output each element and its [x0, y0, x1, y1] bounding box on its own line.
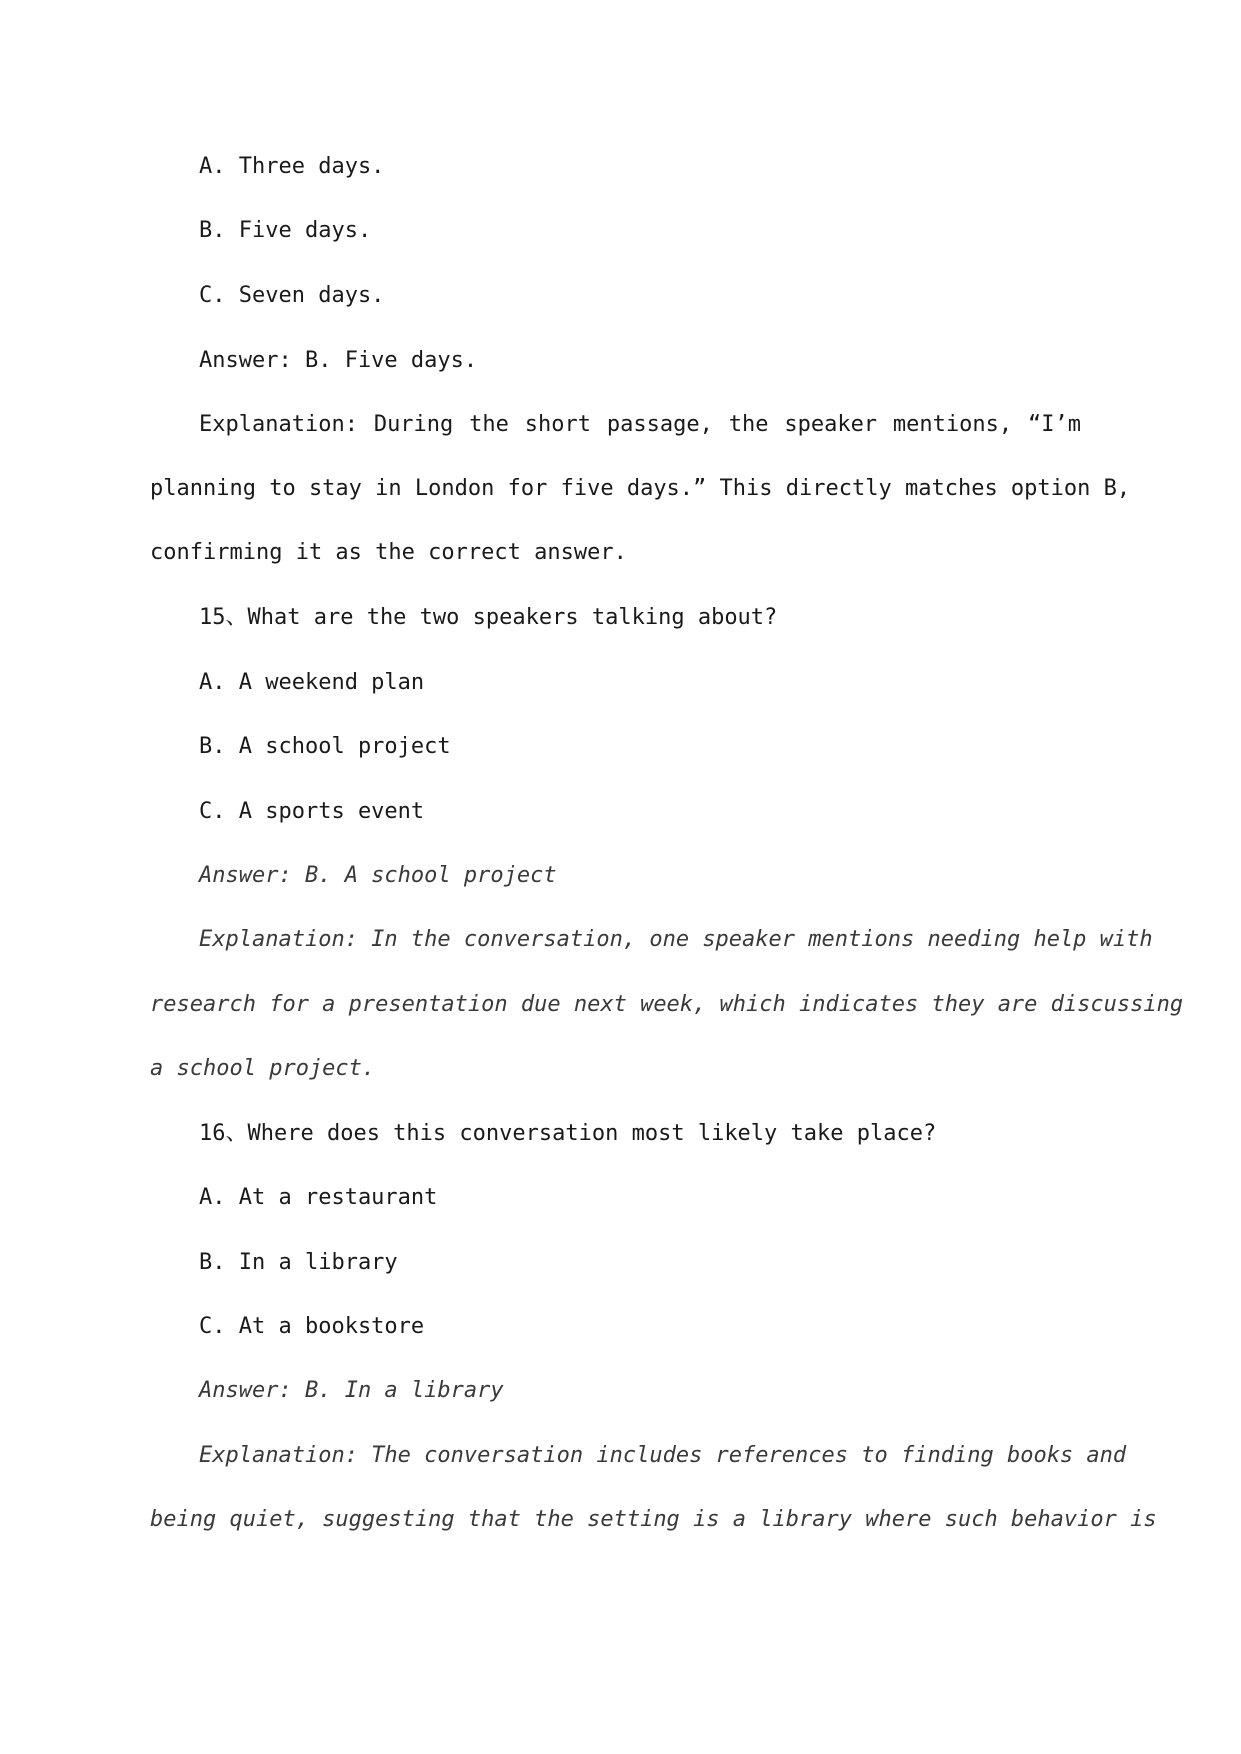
q15-explanation-line-2: research for a presentation due next week, which indicates they are discussing — [150, 992, 1184, 1017]
q16-option-b: B. In a library — [199, 1250, 398, 1275]
q15-explanation-line-3: a school project. — [150, 1056, 376, 1081]
q15-option-b: B. A school project — [199, 734, 451, 759]
q14-option-a: A. Three days. — [199, 154, 385, 179]
q15-option-c: C. A sports event — [199, 799, 425, 824]
q14-explanation-line-1: Explanation: During the short passage, the speaker mentions, “I’m — [199, 412, 1081, 437]
q15-question: 15、What are the two speakers talking about? — [199, 605, 778, 630]
q15-answer: Answer: B. A school project — [199, 863, 557, 888]
q16-explanation-line-1: Explanation: The conversation includes references to finding books and — [199, 1443, 1127, 1468]
q14-answer: Answer: B. Five days. — [199, 348, 478, 373]
q14-option-c: C. Seven days. — [199, 283, 385, 308]
q14-option-b: B. Five days. — [199, 218, 372, 243]
q16-question: 16、Where does this conversation most likely take place? — [199, 1121, 937, 1146]
q14-explanation-line-3: confirming it as the correct answer. — [150, 540, 627, 565]
q16-answer: Answer: B. In a library — [199, 1378, 504, 1403]
q16-option-c: C. At a bookstore — [199, 1314, 425, 1339]
q14-explanation-line-2: planning to stay in London for five days.” This directly matches option B, — [150, 476, 1131, 501]
q16-option-a: A. At a restaurant — [199, 1185, 438, 1210]
q15-option-a: A. A weekend plan — [199, 670, 425, 695]
q16-explanation-line-2: being quiet, suggesting that the setting is a library where such behavior is — [150, 1507, 1157, 1532]
q15-explanation-line-1: Explanation: In the conversation, one speaker mentions needing help with — [199, 927, 1153, 952]
